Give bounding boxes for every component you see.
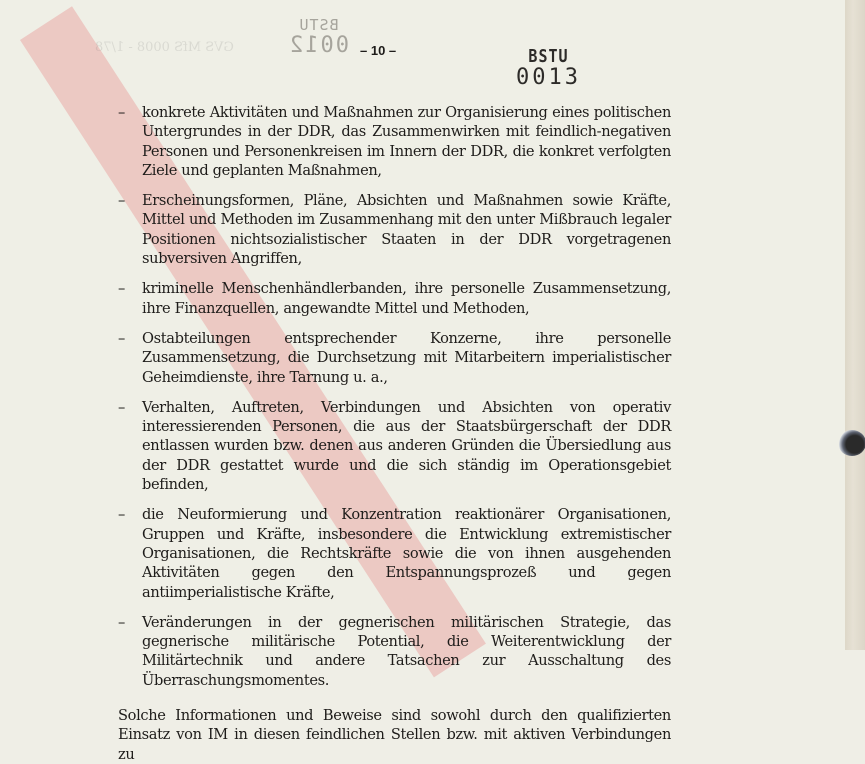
archive-stamp-number: 0013 xyxy=(516,65,581,90)
page-number: – 10 – xyxy=(360,43,397,58)
dash-bullet: – xyxy=(118,192,125,210)
dash-bullet: – xyxy=(118,104,125,121)
list-item xyxy=(118,279,671,318)
dash-bullet: – xyxy=(118,506,125,524)
list-item-text: die Neuformierung und Konzentration reaktionärer Organisationen, Gruppen und Kräfte, insbesondere die Entwicklung extremistischer Organisationen, die Rechtskräfte sowie die von ihnen ausgehenden Aktivitäten gegen den Entspannungsprozeß und gegen antiimperialistische Kräfte, xyxy=(142,506,671,601)
list-item xyxy=(118,398,671,494)
list-item xyxy=(118,103,671,180)
punch-hole xyxy=(838,430,865,456)
bleed-through-header: GVS MfS 0008 - 1/78 xyxy=(95,40,234,55)
document-body xyxy=(118,103,671,764)
dash-bullet: – xyxy=(118,398,125,416)
mirrored-stamp-label: BSTU xyxy=(298,16,339,34)
archive-stamp xyxy=(516,45,581,90)
mirrored-stamp-number: 0012 xyxy=(288,33,349,58)
page-edge xyxy=(845,0,865,650)
list-item-text: Erscheinungsformen, Pläne, Absichten und Maßnahmen sowie Kräfte, Mittel und Methoden im Zusammenhang mit den unter Mißbrauch legaler Positionen nichtsozialistischer Staaten in der DDR vorgetragenen subversiven Angriffen, xyxy=(142,192,671,268)
list-item xyxy=(118,505,671,601)
list-item-text: Veränderungen in der gegnerischen militärischen Strategie, das gegnerische militärische Potential, die Weiterentwicklung der Militärtechnik und andere Tatsachen zur Ausschaltung des Überraschungsmomentes. xyxy=(142,613,671,689)
mirrored-archive-stamp xyxy=(288,18,349,57)
list-item xyxy=(118,613,671,690)
list-item-text: Verhalten, Auftreten, Verbindungen und Absichten von operativ interessierenden Personen, die aus der Staatsbürgerschaft der DDR entlassen wurden bzw. denen aus anderen Gründen die Übersiedlung aus der DDR gestattet wurde und die sich ständig im Operationsgebiet befinden, xyxy=(142,398,671,494)
list-item-text: konkrete Aktivitäten und Maßnahmen zur Organisierung eines politischen Untergrundes in der DDR, das Zusammenwirken mit feindlich-negativen Personen und Personenkreisen im Innern der DDR, die konkret verfolgten Ziele und geplanten Maßnahmen, xyxy=(142,104,671,179)
closing-paragraph: Solche Informationen und Beweise sind sowohl durch den qualifizierten Einsatz von IM in diesen feindlichen Stellen bzw. mit aktiven Verbindungen zu xyxy=(118,707,671,763)
dash-bullet: – xyxy=(118,329,125,347)
list-item xyxy=(118,191,671,268)
list-item xyxy=(118,329,671,387)
dash-bullet: – xyxy=(118,613,125,631)
archive-stamp-label: BSTU xyxy=(528,45,569,67)
list-item-text: kriminelle Menschenhändlerbanden, ihre personelle Zusammensetzung, ihre Finanzquellen, angewandte Mittel und Methoden, xyxy=(142,280,671,317)
dash-bullet: – xyxy=(118,280,125,298)
list-item-text: Ostabteilungen entsprechender Konzerne, ihre personelle Zusammensetzung, die Durchsetzung mit Mitarbeitern imperialistischer Geheimdienste, ihre Tarnung u. a., xyxy=(142,329,671,386)
